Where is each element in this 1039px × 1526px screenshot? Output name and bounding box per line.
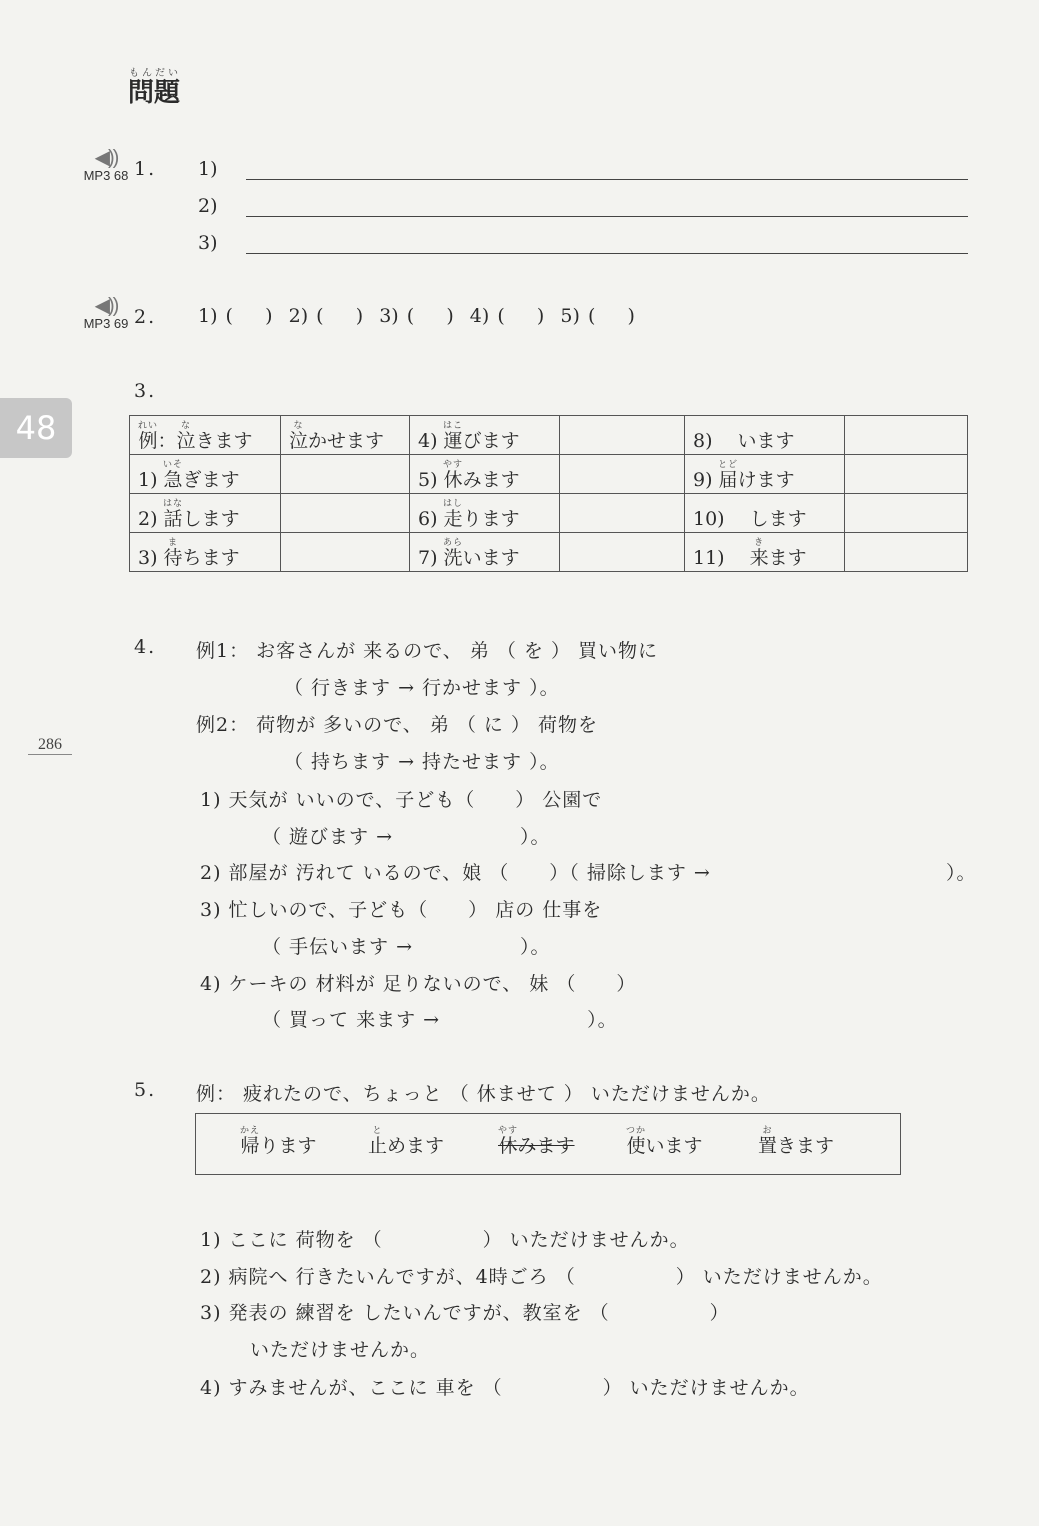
- answer-cell[interactable]: [560, 533, 685, 572]
- q5-item1: 1) ここに 荷物を （ ） いただけませんか。: [200, 1229, 690, 1251]
- q4-item4-line2: （ 買って 来ます → ）。: [262, 1009, 618, 1031]
- table-cell: 5) 休やすみます: [410, 455, 560, 494]
- q1-item-2: 2): [198, 195, 218, 217]
- answer-cell[interactable]: [560, 494, 685, 533]
- q1-item-1: 1): [198, 158, 218, 180]
- q1-answer-line-2[interactable]: [246, 215, 968, 217]
- q4-item2-close: ）。: [946, 862, 977, 884]
- q5-item2: 2) 病院へ 行きたいんですが、4時ごろ （ ） いただけませんか。: [200, 1266, 883, 1288]
- answer-cell[interactable]: [845, 494, 968, 533]
- choice-item: 止とめます: [368, 1126, 445, 1157]
- table-cell: 8) います: [685, 416, 845, 455]
- choice-item: 使つかいます: [626, 1126, 703, 1157]
- table-cell: 10) します: [685, 494, 845, 533]
- q5-choice-box: [195, 1113, 901, 1175]
- speaker-icon: ◀)): [94, 147, 118, 169]
- q4-example1-line2: （ 行きます → 行かせます ）。: [284, 677, 560, 699]
- table-row: [130, 494, 968, 533]
- table-cell: 11) 来きます: [685, 533, 845, 572]
- q4-item1-line2: （ 遊びます → ）。: [262, 826, 551, 848]
- table-row: [130, 455, 968, 494]
- answer-cell[interactable]: [281, 533, 410, 572]
- chapter-tab: 48: [0, 398, 72, 458]
- q4-item3-line1: 3) 忙しいので、子ども（ ） 店の 仕事を: [200, 899, 603, 921]
- table-cell: 9) 届とどけます: [685, 455, 845, 494]
- choice-item: 帰かえります: [240, 1126, 317, 1157]
- table-cell: 4) 運はこびます: [410, 416, 560, 455]
- table-cell: 6) 走はしります: [410, 494, 560, 533]
- q5-item3-line1: 3) 発表の 練習を したいんですが、教室を （ ）: [200, 1302, 730, 1324]
- answer-cell[interactable]: [281, 494, 410, 533]
- answer-cell[interactable]: [281, 455, 410, 494]
- answer-cell[interactable]: [845, 416, 968, 455]
- table-cell: 2) 話はなします: [130, 494, 281, 533]
- conjugation-table: [129, 415, 968, 572]
- answer-cell[interactable]: [845, 455, 968, 494]
- answer-cell[interactable]: [845, 533, 968, 572]
- q5-example: 例： 疲れたので、ちょっと （ 休ませて ） いただけませんか。: [196, 1083, 771, 1105]
- table-cell: 3) 待まちます: [130, 533, 281, 572]
- table-cell: 1) 急いそぎます: [130, 455, 281, 494]
- q5-item4: 4) すみませんが、ここに 車を （ ） いただけませんか。: [200, 1377, 810, 1399]
- q5-number: 5.: [134, 1079, 157, 1101]
- q4-item4-line1: 4) ケーキの 材料が 足りないので、 妹 （ ）: [200, 973, 637, 995]
- q1-answer-line-1[interactable]: [246, 178, 968, 180]
- choice-item-struck: 休やすみます: [498, 1126, 575, 1157]
- speaker-icon: ◀)): [94, 295, 118, 317]
- q2-answer-row: 1) ( ) 2) ( ) 3) ( ) 4) ( ) 5) ( ): [198, 305, 635, 327]
- q2-audio[interactable]: [80, 296, 132, 331]
- q1-audio[interactable]: [80, 148, 132, 183]
- q4-example2-line2: （ 持ちます → 持たせます ）。: [284, 751, 560, 773]
- q4-item3-line2: （ 手伝います → ）。: [262, 936, 551, 958]
- table-cell: 例れい：泣なきます: [130, 416, 281, 455]
- answer-cell[interactable]: [560, 416, 685, 455]
- page-number: 286: [28, 736, 72, 755]
- table-row: [130, 416, 968, 455]
- q3-number: 3.: [134, 380, 157, 402]
- q4-item1-line1: 1) 天気が いいので、子ども（ ） 公園で: [200, 789, 603, 811]
- q2-number: 2.: [134, 306, 157, 328]
- q4-example2-line1: 例2： 荷物が 多いので、 弟 （ に ） 荷物を: [196, 714, 598, 736]
- answer-cell[interactable]: [560, 455, 685, 494]
- q1-number: 1.: [134, 158, 157, 180]
- page-heading: 問題もんだい: [128, 68, 181, 108]
- q4-example1-line1: 例1： お客さんが 来るので、 弟 （ を ） 買い物に: [196, 640, 658, 662]
- q1-item-3: 3): [198, 232, 218, 254]
- q5-item3-line2: いただけませんか。: [250, 1339, 431, 1361]
- q1-audio-label: MP3 68: [83, 168, 129, 183]
- q2-audio-label: MP3 69: [83, 316, 129, 331]
- q4-number: 4.: [134, 636, 157, 658]
- table-cell: 泣なかせます: [281, 416, 410, 455]
- table-row: [130, 533, 968, 572]
- q1-answer-line-3[interactable]: [246, 252, 968, 254]
- choice-item: 置おきます: [758, 1126, 835, 1157]
- q4-item2-line1: 2) 部屋が 汚れて いるので、娘 （ ）（ 掃除します →: [200, 862, 711, 884]
- table-cell: 7) 洗あらいます: [410, 533, 560, 572]
